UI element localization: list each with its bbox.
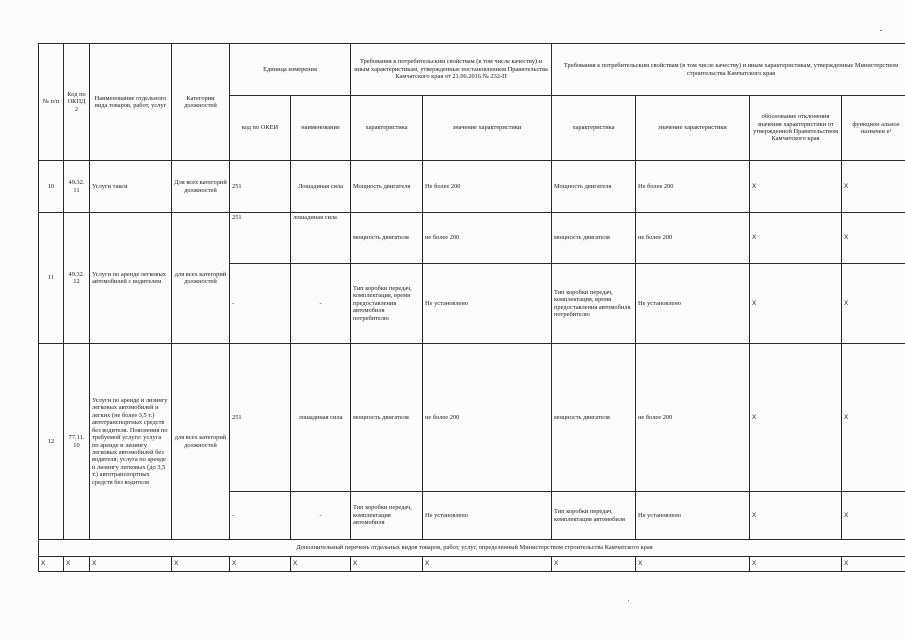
header-num: № п/п bbox=[39, 44, 64, 161]
row-char: мощность двигателя bbox=[351, 344, 423, 492]
row-name: Услуги по аренде легковых автомобилей с водителем bbox=[90, 213, 172, 344]
row-unit-name: Лошадиная сила bbox=[291, 161, 351, 213]
row-num: 11 bbox=[39, 213, 64, 344]
header-category: Категории должностей bbox=[172, 44, 230, 161]
header-m-char-value: значение характеристики bbox=[636, 96, 750, 161]
additional-list-title: Дополнительный перечень отдельных видов товаров, работ, услуг, определенный Министерством строительства Камчатского края bbox=[39, 540, 905, 557]
header-justification: обоснование отклонения значения характеристики от утвержденной Правительством Камчатского края bbox=[750, 96, 842, 161]
row-function: X bbox=[842, 264, 905, 344]
row-m-char: Тип коробки передач, комплектация, время предоставления автомобиля потребителю bbox=[552, 264, 636, 344]
header-req-gov: Требования к потребительским свойствам (в том числе качеству) и иным характеристикам, утвержденные постановлением Правительства Камчатского края от 21.06.2016 № 232-П bbox=[351, 44, 552, 96]
row-m-char: мощность двигателя bbox=[552, 344, 636, 492]
x-cell: X bbox=[90, 557, 172, 572]
row-unit-name: - bbox=[291, 492, 351, 540]
x-cell: X bbox=[39, 557, 64, 572]
x-cell: X bbox=[230, 557, 291, 572]
row-m-value: Не установлено bbox=[636, 264, 750, 344]
header-code: Код по ОКПД2 bbox=[64, 44, 90, 161]
x-cell: X bbox=[64, 557, 90, 572]
requirements-table bbox=[38, 43, 905, 572]
row-num: 10 bbox=[39, 161, 64, 213]
row-char: Тип коробки передач, комплектация автомобиля bbox=[351, 492, 423, 540]
header-m-char: характеристика bbox=[552, 96, 636, 161]
row-justification: X bbox=[750, 264, 842, 344]
row-m-value: не более 200 bbox=[636, 344, 750, 492]
row-category: Для всех категорий должностей bbox=[172, 161, 230, 213]
row-name: Услуги по аренде и лизингу легковых автомобилей и легких (не более 3,5 т.) автотранспортных средств без водителя. Пояснения по требуемой услуге: услуга по аренде и лизингу легковых автомобилей без водителя; услуга по аренде и лизингу легковых (до 3,5 т.) автотранспортных средств без водителя bbox=[90, 344, 172, 540]
row-justification: X bbox=[750, 344, 842, 492]
row-num: 12 bbox=[39, 344, 64, 540]
table-row bbox=[39, 344, 905, 492]
row-m-char: мощность двигателя bbox=[552, 213, 636, 264]
row-value: Не установлено bbox=[423, 492, 552, 540]
row-unit-code: - bbox=[230, 492, 291, 540]
row-value: не более 200 bbox=[423, 344, 552, 492]
table-row bbox=[39, 213, 905, 264]
row-name: Услуги такси bbox=[90, 161, 172, 213]
row-function: X bbox=[842, 213, 905, 264]
row-code: 49.32. 12 bbox=[64, 213, 90, 344]
x-cell: X bbox=[423, 557, 552, 572]
row-code: 49.32. 11 bbox=[64, 161, 90, 213]
scan-speck bbox=[880, 30, 882, 31]
header-function: функцион альное назначен е¹ bbox=[842, 96, 905, 161]
header-req-min: Требования к потребительским свойствам (в том числе качеству) и иным характеристикам, утвержденные Министерством строительства Камчатского края bbox=[552, 44, 905, 96]
header-unit: Единица измерения bbox=[230, 44, 351, 96]
row-unit-name: лошадиная сила bbox=[291, 344, 351, 492]
row-function: X bbox=[842, 344, 905, 492]
row-char: Тип коробки передач, комплектация, время предоставления автомобиля потребителю bbox=[351, 264, 423, 344]
row-justification: X bbox=[750, 492, 842, 540]
row-value: Не более 200 bbox=[423, 161, 552, 213]
x-cell: X bbox=[351, 557, 423, 572]
row-value: не более 200 bbox=[423, 213, 552, 264]
row-justification: X bbox=[750, 213, 842, 264]
row-unit-name: - bbox=[291, 264, 351, 344]
row-m-value: не более 200 bbox=[636, 213, 750, 264]
header-char-value: значение характеристики bbox=[423, 96, 552, 161]
row-m-value: Не установлено bbox=[636, 492, 750, 540]
additional-list-row bbox=[39, 540, 905, 557]
row-code: 77.11. 10 bbox=[64, 344, 90, 540]
x-cell: X bbox=[552, 557, 636, 572]
x-cell: X bbox=[750, 557, 842, 572]
row-char: Мощность двигателя bbox=[351, 161, 423, 213]
table-row bbox=[39, 161, 905, 213]
row-justification: X bbox=[750, 161, 842, 213]
row-m-value: Не более 200 bbox=[636, 161, 750, 213]
x-cell: X bbox=[636, 557, 750, 572]
row-category: для всех категорий должностей bbox=[172, 344, 230, 540]
row-unit-code: 251 bbox=[230, 213, 291, 264]
header-name: Наименование отдельного вида товаров, работ, услуг bbox=[90, 44, 172, 161]
x-cell: X bbox=[291, 557, 351, 572]
row-m-char: Тип коробки передач, комплектация автомобиля bbox=[552, 492, 636, 540]
header-unit-name: наименование bbox=[291, 96, 351, 161]
header-row-top bbox=[39, 44, 905, 96]
x-cell: X bbox=[172, 557, 230, 572]
row-unit-name: лошадиная сила bbox=[291, 213, 351, 264]
row-category: для всех категорий должностей bbox=[172, 213, 230, 344]
row-char: мощность двигателя bbox=[351, 213, 423, 264]
header-char: характеристика bbox=[351, 96, 423, 161]
row-unit-code: 251 bbox=[230, 344, 291, 492]
x-cell: X bbox=[842, 557, 905, 572]
scan-speck bbox=[628, 600, 629, 601]
x-row bbox=[39, 557, 905, 572]
row-m-char: Мощность двигателя bbox=[552, 161, 636, 213]
row-value: Не установлено bbox=[423, 264, 552, 344]
header-unit-code: код по ОКЕИ bbox=[230, 96, 291, 161]
row-unit-code: - bbox=[230, 264, 291, 344]
row-unit-code: 251 bbox=[230, 161, 291, 213]
row-function: X bbox=[842, 161, 905, 213]
row-function: X bbox=[842, 492, 905, 540]
